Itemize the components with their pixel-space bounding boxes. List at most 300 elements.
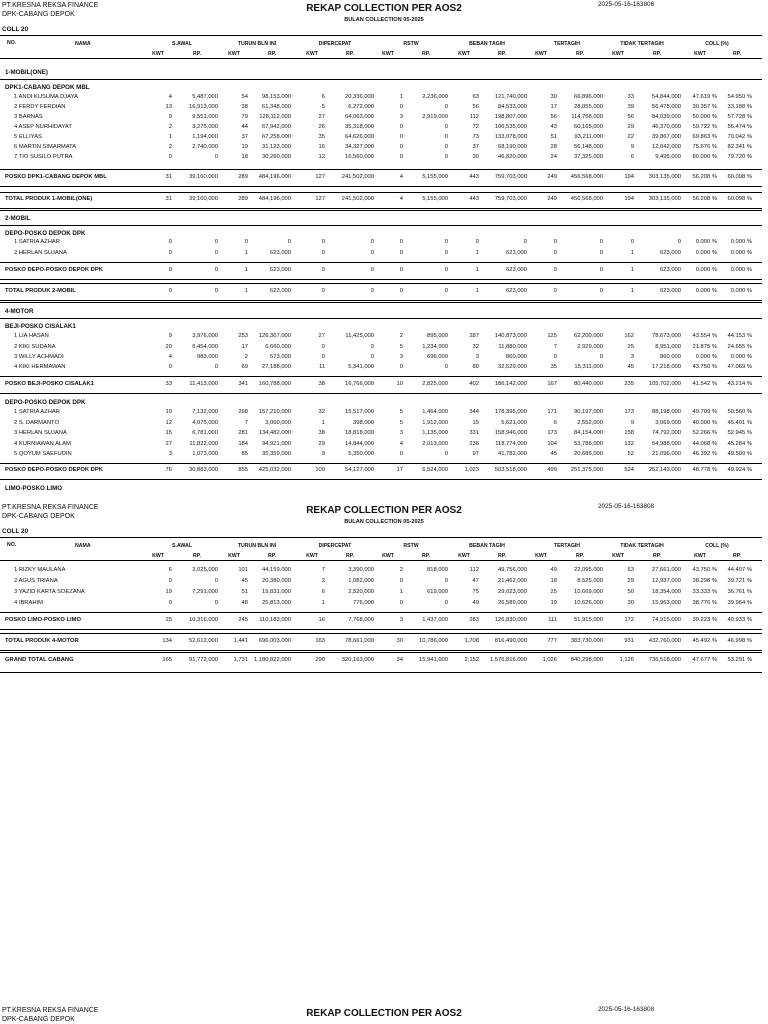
cell-13: 252,143,000 <box>648 467 681 473</box>
cell-6: 5 <box>399 420 403 426</box>
total-row <box>0 617 762 626</box>
cell-9: 118,774,000 <box>495 441 527 447</box>
divider-line <box>0 262 762 263</box>
cell-1: 4,075,000 <box>192 420 218 426</box>
row-name: 1 ANDI KUSUMA DJAYA <box>14 94 78 100</box>
cell-0: 31 <box>165 174 172 180</box>
cell-9: 29,023,000 <box>497 589 527 595</box>
row-name: 2 FERDY FERDIAN <box>14 104 66 110</box>
cell-14: 43.750 % <box>692 364 717 370</box>
cell-8: 1 <box>475 288 479 294</box>
column-sub-rp: RP. <box>268 51 276 57</box>
cell-4: 9 <box>321 451 325 457</box>
cell-13: 0 <box>677 239 681 245</box>
cell-3: 126,367,000 <box>258 333 291 339</box>
divider-line <box>0 208 762 209</box>
cell-0: 76 <box>165 467 172 473</box>
column-sub-rp: RP. <box>422 51 430 57</box>
row-name: TOTAL PRODUK 1-MOBIL(ONE) <box>5 196 93 202</box>
cell-10: 0 <box>553 239 557 245</box>
divider-line <box>0 283 762 284</box>
cell-2: 245 <box>238 617 248 623</box>
cell-7: 1,234,000 <box>422 344 448 350</box>
cell-7: 6,524,000 <box>422 467 448 473</box>
table-row <box>0 144 762 153</box>
cell-14: 46.392 % <box>692 451 717 457</box>
cell-3: 61,348,000 <box>261 104 291 110</box>
cell-13: 46,370,000 <box>651 124 681 130</box>
cell-5: 16,560,000 <box>344 154 374 160</box>
cell-7: 0 <box>444 144 448 150</box>
cell-7: 1,464,000 <box>422 409 448 415</box>
cell-3: 30,260,000 <box>261 154 291 160</box>
cell-12: 50 <box>627 589 634 595</box>
cell-11: 10,626,000 <box>573 600 603 606</box>
cell-7: 1,135,000 <box>422 430 448 436</box>
cell-5: 241,502,000 <box>341 174 374 180</box>
cell-15: 33.188 % <box>727 104 752 110</box>
cell-3: 110,183,000 <box>259 617 291 623</box>
cell-6: 34 <box>396 657 403 663</box>
cell-1: 5,487,000 <box>192 94 218 100</box>
section-label: 4-MOTOR <box>5 308 34 315</box>
cell-15: 56.474 % <box>727 124 752 130</box>
cell-15: 44.153 % <box>727 333 752 339</box>
cell-9: 126,830,000 <box>494 617 527 623</box>
cell-15: 53.291 % <box>727 657 752 663</box>
column-group-3: RSTW <box>403 543 419 549</box>
cell-6: 0 <box>399 250 403 256</box>
cell-3: 25,813,000 <box>261 600 291 606</box>
cell-12: 0 <box>630 239 634 245</box>
cell-7: 0 <box>444 239 448 245</box>
cell-3: 31,123,000 <box>261 144 291 150</box>
report-subtitle: BULAN COLLECTION 05-2025 <box>344 17 424 23</box>
cell-13: 736,518,000 <box>648 657 681 663</box>
column-sub-rp: RP. <box>576 51 584 57</box>
cell-2: 184 <box>238 441 248 447</box>
company-name: PT.KRESNA REKSA FINANCE <box>2 1007 99 1014</box>
cell-5: 0 <box>370 288 374 294</box>
coll-label: COLL 20 <box>2 528 29 535</box>
cell-8: 72 <box>472 124 479 130</box>
cell-15: 82.341 % <box>727 144 752 150</box>
cell-5: 34,327,000 <box>344 144 374 150</box>
cell-10: 19 <box>550 600 557 606</box>
report-title: REKAP COLLECTION PER AOS2 <box>306 1008 462 1019</box>
cell-13: 18,354,000 <box>651 589 681 595</box>
cell-3: 425,032,000 <box>258 467 291 473</box>
cell-9: 623,000 <box>506 267 527 273</box>
cell-6: 1 <box>399 94 403 100</box>
cell-15: 39.964 % <box>727 600 752 606</box>
cell-12: 56 <box>627 114 634 120</box>
divider-line <box>0 479 762 480</box>
cell-1: 11,822,000 <box>189 441 218 447</box>
cell-3: 160,788,000 <box>258 381 291 387</box>
cell-5: 0 <box>370 250 374 256</box>
cell-5: 14,844,000 <box>344 441 374 447</box>
cell-8: 0 <box>475 239 479 245</box>
divider-line <box>0 186 762 187</box>
column-group-1: TURUN BLN INI <box>237 41 277 47</box>
row-name: 1 SATRIA AZHAR <box>14 239 60 245</box>
column-group-5: TERTAGIH <box>553 41 581 47</box>
divider-line <box>0 279 762 280</box>
cell-9: 198,807,000 <box>494 114 527 120</box>
cell-9: 121,740,000 <box>494 94 527 100</box>
cell-4: 27 <box>318 114 325 120</box>
cell-12: 235 <box>624 381 634 387</box>
column-group-2: DIPERCEPAT <box>318 41 352 47</box>
cell-5: 0 <box>370 267 374 273</box>
cell-6: 5 <box>399 409 403 415</box>
cell-8: 1,708 <box>464 638 479 644</box>
cell-6: 0 <box>399 144 403 150</box>
cell-9: 759,703,000 <box>494 196 527 202</box>
table-row <box>0 344 762 353</box>
cell-15: 40.933 % <box>727 617 752 623</box>
coll-label: COLL 20 <box>2 26 29 33</box>
cell-2: 1,731 <box>233 657 248 663</box>
cell-3: 134,482,000 <box>258 430 291 436</box>
cell-1: 10,316,000 <box>188 617 218 623</box>
cell-0: 25 <box>165 617 172 623</box>
cell-15: 60.098 % <box>727 174 752 180</box>
cell-2: 1 <box>244 288 248 294</box>
cell-2: 0 <box>244 239 248 245</box>
cell-8: 97 <box>472 451 479 457</box>
cell-9: 133,078,000 <box>494 134 527 140</box>
cell-4: 11 <box>318 364 325 370</box>
cell-6: 3 <box>399 617 403 623</box>
cell-8: 49 <box>472 600 479 606</box>
cell-15: 45.401 % <box>727 420 752 426</box>
cell-7: 0 <box>444 124 448 130</box>
cell-12: 63 <box>627 567 634 573</box>
cell-7: 5,155,000 <box>422 196 448 202</box>
cell-8: 30 <box>472 154 479 160</box>
cell-13: 303,135,000 <box>648 174 681 180</box>
cell-12: 162 <box>624 333 634 339</box>
cell-11: 0 <box>599 288 603 294</box>
cell-15: 0.000 % <box>730 288 752 294</box>
table-row <box>0 567 762 576</box>
row-name: 7 TIO SUSILO PUTRA <box>14 154 73 160</box>
column-sub-rp: RP. <box>346 51 354 57</box>
cell-12: 33 <box>627 94 634 100</box>
cell-2: 289 <box>238 196 248 202</box>
cell-4: 6 <box>321 94 325 100</box>
cell-4: 0 <box>321 250 325 256</box>
cell-7: 1,437,000 <box>422 617 448 623</box>
cell-4: 32 <box>318 409 325 415</box>
cell-1: 0 <box>214 578 218 584</box>
column-sub-kwt: KWT <box>382 553 394 559</box>
cell-0: 31 <box>165 196 172 202</box>
cell-12: 9 <box>630 144 634 150</box>
cell-6: 0 <box>399 578 403 584</box>
cell-4: 1 <box>321 600 325 606</box>
divider-line <box>0 318 762 319</box>
cell-6: 3 <box>399 430 403 436</box>
cell-7: 0 <box>444 451 448 457</box>
company-name: PT.KRESNA REKSA FINANCE <box>2 2 99 9</box>
cell-14: 38.776 % <box>692 600 717 606</box>
table-row <box>0 239 762 248</box>
cell-3: 44,159,000 <box>261 567 291 573</box>
cell-4: 290 <box>315 657 325 663</box>
header-rule-bottom <box>0 560 762 561</box>
cell-15: 50.560 % <box>727 409 752 415</box>
column-group-2: DIPERCEPAT <box>318 543 352 549</box>
section-label: 2-MOBIL <box>5 215 31 222</box>
cell-7: 0 <box>444 134 448 140</box>
cell-9: 21,462,000 <box>497 578 527 584</box>
cell-5: 0 <box>370 344 374 350</box>
section-label: 1-MOBIL(ONE) <box>5 69 48 76</box>
cell-12: 1,126 <box>619 657 634 663</box>
cell-12: 30 <box>627 600 634 606</box>
cell-0: 19 <box>165 589 172 595</box>
cell-4: 127 <box>315 196 325 202</box>
cell-11: 0 <box>599 250 603 256</box>
column-group-4: BEBAN TAGIH <box>469 543 505 549</box>
table-row <box>0 578 762 587</box>
cell-13: 623,000 <box>660 288 681 294</box>
cell-13: 860,000 <box>660 354 681 360</box>
cell-14: 52.266 % <box>692 430 717 436</box>
divider-line <box>0 650 762 651</box>
cell-0: 2 <box>168 144 172 150</box>
cell-9: 41,782,000 <box>497 451 527 457</box>
cell-3: 157,210,000 <box>258 409 291 415</box>
cell-0: 0 <box>168 250 172 256</box>
cell-2: 85 <box>241 451 248 457</box>
row-name: 5 QOYUM SAEFUDIN <box>14 451 72 457</box>
cell-8: 287 <box>469 333 479 339</box>
cell-7: 2,236,000 <box>422 94 448 100</box>
divider-line <box>0 393 762 394</box>
cell-7: 0 <box>444 288 448 294</box>
cell-8: 47 <box>472 578 479 584</box>
cell-2: 1,441 <box>233 638 248 644</box>
cell-3: 67,942,000 <box>261 124 291 130</box>
column-sub-kwt: KWT <box>458 51 470 57</box>
row-name: 2 KIKI SUDANA <box>14 344 56 350</box>
table-row <box>0 333 762 342</box>
cell-14: 59.722 % <box>692 124 717 130</box>
cell-10: 0 <box>553 267 557 273</box>
cell-13: 8,951,000 <box>655 344 681 350</box>
cell-2: 54 <box>241 94 248 100</box>
cell-14: 40.000 % <box>692 420 717 426</box>
divider-line <box>0 629 762 630</box>
divider-line <box>0 210 762 211</box>
cell-2: 44 <box>241 124 248 130</box>
cell-6: 10 <box>396 381 403 387</box>
cell-11: 80,440,000 <box>573 381 603 387</box>
cell-1: 0 <box>214 600 218 606</box>
cell-14: 41.542 % <box>692 381 717 387</box>
cell-1: 7,291,000 <box>192 589 218 595</box>
row-name: 4 KIKI HERMAWAN <box>14 364 66 370</box>
column-nama: NAMA <box>75 543 91 549</box>
cell-10: 777 <box>547 638 557 644</box>
cell-11: 66,896,000 <box>573 94 603 100</box>
cell-11: 0 <box>599 354 603 360</box>
cell-1: 0 <box>214 250 218 256</box>
cell-3: 623,000 <box>270 288 291 294</box>
cell-4: 109 <box>315 467 325 473</box>
cell-11: 51,915,000 <box>573 617 603 623</box>
cell-10: 0 <box>553 288 557 294</box>
cell-14: 43.750 % <box>692 567 717 573</box>
cell-12: 1 <box>630 250 634 256</box>
cell-5: 1,082,000 <box>348 578 374 584</box>
cell-3: 623,000 <box>270 267 291 273</box>
table-row <box>0 589 762 598</box>
cell-10: 249 <box>547 174 557 180</box>
cell-2: 38 <box>241 104 248 110</box>
cell-11: 60,165,000 <box>573 124 603 130</box>
cell-1: 16,913,000 <box>188 104 218 110</box>
cell-8: 37 <box>472 144 479 150</box>
cell-15: 46.998 % <box>727 638 752 644</box>
cell-9: 84,533,000 <box>497 104 527 110</box>
cell-5: 241,502,000 <box>341 196 374 202</box>
cell-0: 6 <box>168 567 172 573</box>
cell-12: 9 <box>630 420 634 426</box>
cell-6: 4 <box>399 441 403 447</box>
cell-7: 696,000 <box>427 354 448 360</box>
column-sub-kwt: KWT <box>228 553 240 559</box>
column-group-6: TIDAK TERTAGIH <box>620 543 664 549</box>
cell-5: 16,766,000 <box>344 381 374 387</box>
cell-0: 3 <box>168 451 172 457</box>
column-sub-kwt: KWT <box>694 553 706 559</box>
cell-3: 67,258,000 <box>261 134 291 140</box>
cell-10: 56 <box>550 114 557 120</box>
cell-11: 8,525,000 <box>577 578 603 584</box>
cell-8: 236 <box>469 441 479 447</box>
cell-8: 3 <box>475 354 479 360</box>
cell-13: 39,867,000 <box>651 134 681 140</box>
cell-0: 9 <box>168 333 172 339</box>
cell-13: 105,702,000 <box>648 381 681 387</box>
row-name: 4 KURNIAWAN ALAM <box>14 441 71 447</box>
cell-9: 623,000 <box>506 288 527 294</box>
cell-1: 52,612,000 <box>188 638 218 644</box>
table-row <box>0 94 762 103</box>
divider-line <box>0 612 762 613</box>
cell-8: 1 <box>475 267 479 273</box>
cell-2: 289 <box>238 174 248 180</box>
cell-0: 4 <box>168 354 172 360</box>
cell-6: 0 <box>399 239 403 245</box>
section-label: DEPO-POSKO DEPOK DPK <box>5 399 86 406</box>
cell-6: 0 <box>399 364 403 370</box>
cell-15: 49.924 % <box>727 467 752 473</box>
cell-11: 251,375,000 <box>570 467 603 473</box>
cell-10: 17 <box>550 104 557 110</box>
cell-2: 855 <box>238 467 248 473</box>
cell-14: 48.778 % <box>692 467 717 473</box>
cell-2: 1 <box>244 250 248 256</box>
cell-14: 44.068 % <box>692 441 717 447</box>
column-no: NO. <box>7 40 17 46</box>
cell-13: 54,844,000 <box>651 94 681 100</box>
cell-5: 2,520,000 <box>348 589 374 595</box>
cell-6: 0 <box>399 451 403 457</box>
cell-5: 11,425,000 <box>345 333 374 339</box>
cell-11: 62,200,000 <box>573 333 603 339</box>
cell-4: 26 <box>318 124 325 130</box>
section-label: DEPO-POSKO DEPOK DPK <box>5 230 86 237</box>
cell-9: 106,535,000 <box>494 124 527 130</box>
cell-14: 30.357 % <box>692 104 717 110</box>
table-row <box>0 430 762 439</box>
cell-13: 56,478,000 <box>651 104 681 110</box>
cell-1: 0 <box>214 154 218 160</box>
cell-15: 57.728 % <box>727 114 752 120</box>
divider-line <box>0 169 762 170</box>
table-row <box>0 134 762 143</box>
cell-14: 50.000 % <box>692 114 717 120</box>
row-name: GRAND TOTAL CABANG <box>5 657 74 663</box>
row-name: 3 YAZID KARTA SOEZANA <box>14 589 85 595</box>
cell-12: 172 <box>624 617 634 623</box>
cell-12: 1 <box>630 288 634 294</box>
cell-4: 0 <box>321 354 325 360</box>
cell-9: 816,490,000 <box>494 638 527 644</box>
cell-3: 623,000 <box>270 250 291 256</box>
cell-10: 18 <box>550 578 557 584</box>
cell-6: 3 <box>399 114 403 120</box>
row-name: POSKO BEJI-POSKO CISALAK1 <box>5 381 94 387</box>
divider-line <box>0 463 762 464</box>
cell-0: 20 <box>165 344 172 350</box>
cell-14: 33.333 % <box>692 589 717 595</box>
cell-5: 7,768,000 <box>348 617 374 623</box>
cell-10: 111 <box>548 617 557 623</box>
cell-1: 3,275,000 <box>192 124 218 130</box>
column-sub-kwt: KWT <box>612 51 624 57</box>
cell-8: 75 <box>472 589 479 595</box>
cell-2: 1 <box>244 267 248 273</box>
cell-14: 0.000 % <box>695 267 717 273</box>
cell-6: 0 <box>399 134 403 140</box>
cell-4: 7 <box>321 567 325 573</box>
cell-10: 0 <box>553 250 557 256</box>
cell-8: 112 <box>469 567 479 573</box>
total-row <box>0 381 762 390</box>
column-sub-kwt: KWT <box>228 51 240 57</box>
section-label: DPK1-CABANG DEPOK MBL <box>5 84 90 91</box>
cell-10: 7 <box>553 344 557 350</box>
cell-4: 6 <box>321 589 325 595</box>
column-sub-kwt: KWT <box>306 51 318 57</box>
cell-10: 45 <box>550 451 557 457</box>
cell-4: 0 <box>321 344 325 350</box>
cell-5: 35,318,000 <box>344 124 374 130</box>
cell-12: 1 <box>630 267 634 273</box>
cell-11: 20,686,000 <box>573 451 603 457</box>
cell-9: 623,000 <box>506 250 527 256</box>
cell-13: 12,937,000 <box>651 578 681 584</box>
cell-11: 114,768,000 <box>571 114 603 120</box>
cell-0: 134 <box>162 638 172 644</box>
